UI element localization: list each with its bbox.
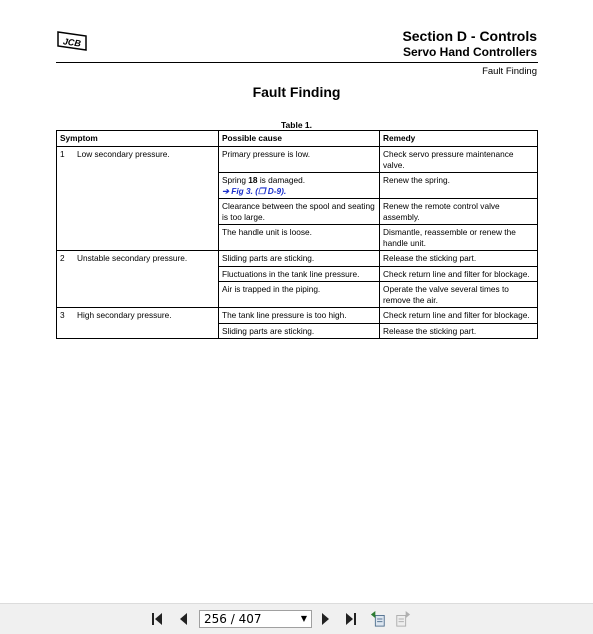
jcb-logo — [55, 30, 89, 52]
symptom-number: 3 — [60, 310, 65, 320]
cause-cell: Sliding parts are sticking. — [219, 251, 380, 267]
symptom-number: 2 — [60, 253, 65, 263]
breadcrumb: Fault Finding — [482, 66, 537, 77]
previous-view-icon[interactable] — [370, 611, 386, 627]
symptom-number: 1 — [60, 149, 65, 159]
cause-text: is damaged. — [257, 175, 306, 185]
remedy-cell: Dismantle, reassemble or renew the handle unit. — [380, 225, 538, 251]
symptom-text: Low secondary pressure. — [77, 149, 170, 159]
symptom-cell — [57, 251, 219, 308]
page-number-select[interactable] — [199, 610, 312, 628]
cause-cell: Sliding parts are sticking. — [219, 323, 380, 339]
column-header-cause: Possible cause — [219, 131, 380, 147]
previous-page-icon[interactable] — [175, 611, 191, 627]
cause-cell: Clearance between the spool and seating is too large. — [219, 199, 380, 225]
section-subtitle: Servo Hand Controllers — [402, 45, 537, 59]
cause-cell — [219, 173, 380, 199]
table-row — [57, 147, 538, 173]
chevron-down-icon: ▼ — [300, 614, 307, 623]
table-row — [57, 251, 538, 267]
remedy-cell: Check return line and filter for blockage. — [380, 308, 538, 324]
remedy-cell: Renew the spring. — [380, 173, 538, 199]
page-title: Fault Finding — [252, 84, 341, 100]
table-caption: Table 1. — [280, 120, 313, 130]
cause-cell: The tank line pressure is too high. — [219, 308, 380, 324]
cause-part-number: 18 — [248, 175, 258, 185]
remedy-cell: Check servo pressure maintenance valve. — [380, 147, 538, 173]
svg-text:JCB: JCB — [62, 36, 82, 49]
cause-cell: Primary pressure is low. — [219, 147, 380, 173]
column-header-symptom: Symptom — [57, 131, 219, 147]
remedy-cell: Operate the valve several times to remove the air. — [380, 282, 538, 308]
first-page-icon[interactable] — [150, 611, 166, 627]
next-page-icon[interactable] — [318, 611, 334, 627]
symptom-text: Unstable secondary pressure. — [77, 253, 188, 263]
cause-cell: The handle unit is loose. — [219, 225, 380, 251]
symptom-cell — [57, 147, 219, 251]
last-page-icon[interactable] — [342, 611, 358, 627]
cause-cell: Fluctuations in the tank line pressure. — [219, 266, 380, 282]
symptom-cell — [57, 308, 219, 339]
next-view-icon[interactable] — [395, 611, 411, 627]
figure-reference-link[interactable]: ➔ Fig 3. (❐ D-9). — [222, 185, 287, 196]
remedy-cell: Release the sticking part. — [380, 251, 538, 267]
cause-cell: Air is trapped in the piping. — [219, 282, 380, 308]
symptom-text: High secondary pressure. — [77, 310, 172, 320]
remedy-cell: Renew the remote control valve assembly. — [380, 199, 538, 225]
table-header-row — [57, 131, 538, 147]
remedy-cell: Release the sticking part. — [380, 323, 538, 339]
page-indicator: 256 / 407 — [204, 612, 262, 626]
section-title: Section D - Controls — [402, 28, 537, 44]
remedy-cell: Check return line and filter for blockage. — [380, 266, 538, 282]
cause-text: Spring — [222, 175, 249, 185]
header-rule — [56, 62, 538, 63]
pdf-navigation-toolbar — [0, 603, 593, 634]
fault-finding-table — [56, 130, 538, 339]
table-row — [57, 308, 538, 324]
column-header-remedy: Remedy — [380, 131, 538, 147]
